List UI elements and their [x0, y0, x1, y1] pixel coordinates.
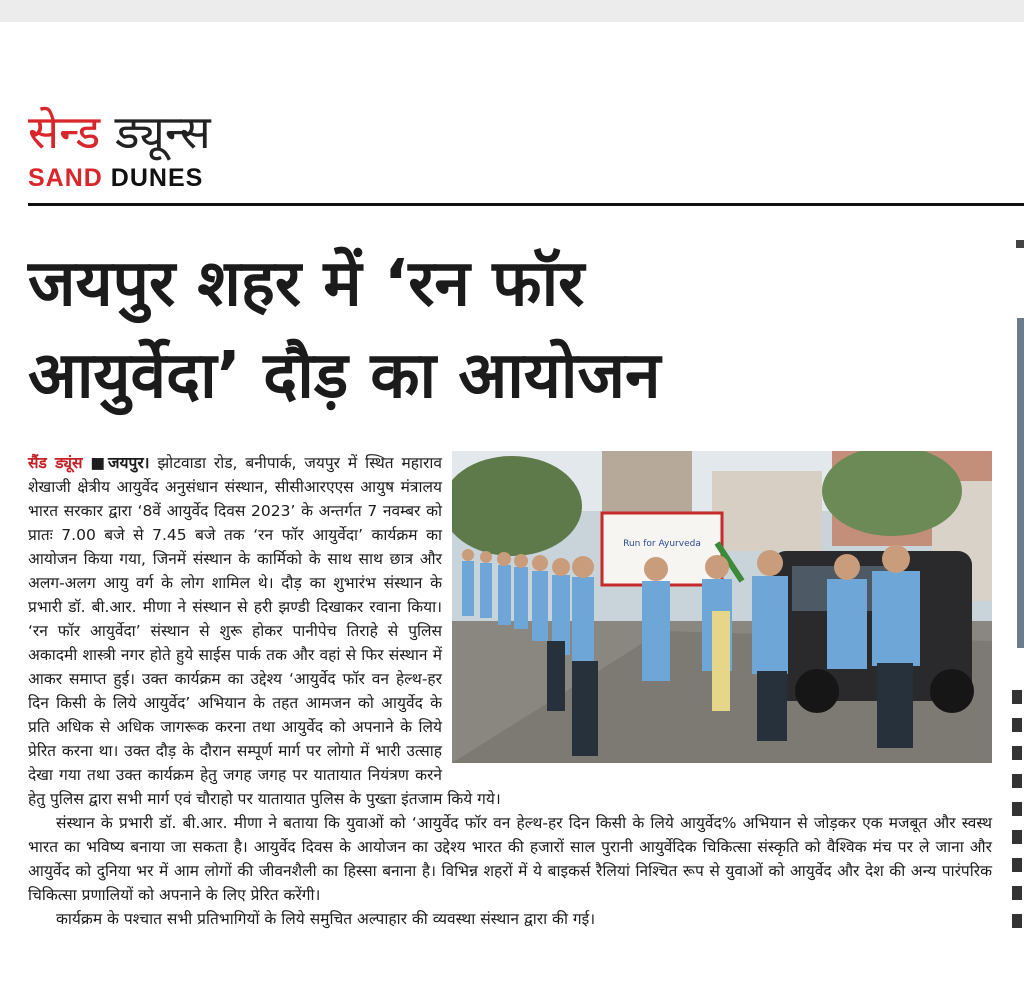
masthead-english-logo [28, 164, 211, 193]
masthead-english-dark: DUNES [110, 164, 204, 192]
masthead-hindi-dark: ड्यून्स [114, 105, 211, 159]
adjacent-photo-edge [1017, 318, 1024, 648]
masthead-hindi-logo [28, 104, 211, 160]
byline: सैंड ड्यूंस [28, 454, 83, 472]
dateline: ■जयपुर। [90, 454, 150, 472]
article-body [28, 451, 992, 931]
banner-text: Run for Ayurveda [623, 539, 701, 549]
masthead-hindi-red: सेन्ड [28, 105, 101, 159]
masthead [28, 104, 211, 193]
article-paragraph-2: संस्थान के प्रभारी डॉ. बी.आर. मीणा ने बताया कि युवाओं को ‘आयुर्वेद फॉर वन हेल्थ-हर दिन किसी के लिये आयुर्वेद% अभियान से जोड़कर एक मजबूत और स्वस्थ भारत का भविष्य बनाया जा सकता है। आयुर्वेद दिवस के आयोजन का उद्देश्य भारत की हजारों साल पुरानी आयुर्वेदिक चिकित्सा संस्कृति को वैश्विक मंच पर ले जाना और आयुर्वेद को दुनिया भर में आम लोगों की जीवनशैली का हिस्सा बनाना है। विभिन्न शहरों में ये बाइकर्स रैलियां निश्चित रूप से युवाओं को आयुर्वेद और देश की अन्य पारंपरिक चिकित्सा प्रणालियों को अपनाने के लिए प्रेरित करेंगी। [28, 814, 992, 904]
headline-line-1: जयपुर शहर में ‘रन फॉर [28, 247, 585, 321]
article-headline [28, 238, 988, 422]
masthead-divider [28, 203, 1024, 206]
masthead-english-red: SAND [28, 164, 103, 192]
top-band [0, 0, 1024, 22]
paragraph-1-text: झोटवाडा रोड, बनीपार्क, जयपुर में स्थित महाराव शेखाजी क्षेत्रीय आयुर्वेद अनुसंधान संस्थान, सीसीआरएएस आयुष मंत्रालय भारत सरकार द्वारा ‘8वें आयुर्वेद दिवस 2023’ के अन्तर्गत 7 नवम्बर को प्रातः 7.00 बजे से 7.45 बजे तक ‘रन फॉर आयुर्वेदा’ कार्यक्रम का आयोजन किया गया, जिनमें संस्थान के कार्मिको के साथ साथ छात्र और अलग-अलग आयु वर्ग के लोग शामिल थे। दौड़ का शुभारंभ संस्थान के प्रभारी डॉ. बी.आर. मीणा ने संस्थान से हरी झण्डी दिखाकर रवाना किया। ‘रन फॉर आयुर्वेदा’ संस्थान से शुरू होकर पानीपेच तिराहे से पुलिस अकादमी शास्त्री नगर होते हुये साईस पार्क तक और वहां से फिर संस्थान में आकर समाप्त हुई। उक्त कार्यक्रम का उद्देश्य ‘आयुर्वेद फॉर वन हेल्थ-हर दिन किसी के लिये आयुर्वेद’ अभियान के तहत आमजन को आयुर्वेद के प्रति अधिक से अधिक जागरूक करना तथा आयुर्वेद को अपनाने के लिये प्रेरित करना था। उक्त दौड़ के दौरान सम्पूर्ण मार्ग पर लोगो में भारी उत्साह देखा गया तथा उक्त कार्यक्रम हेतु जगह जगह पर यातायात नियंत्रण करने हेतु पुलिस द्वारा सभी मार्ग एवं चौराहो पर यातायात पुलिस के पुख्ता इंतजाम किये गये। [28, 454, 501, 808]
adjacent-column-text-edge [1012, 690, 1024, 942]
article-photo [452, 451, 992, 763]
adjacent-column-mark [1016, 240, 1024, 248]
headline-line-2: आयुर्वेदा’ दौड़ का आयोजन [28, 339, 661, 413]
article-paragraph-3: कार्यक्रम के पश्चात सभी प्रतिभागियों के लिये समुचित अल्पाहार की व्यवस्था संस्थान द्वारा की गई। [56, 910, 596, 928]
rally-photo-illustration [452, 451, 992, 763]
